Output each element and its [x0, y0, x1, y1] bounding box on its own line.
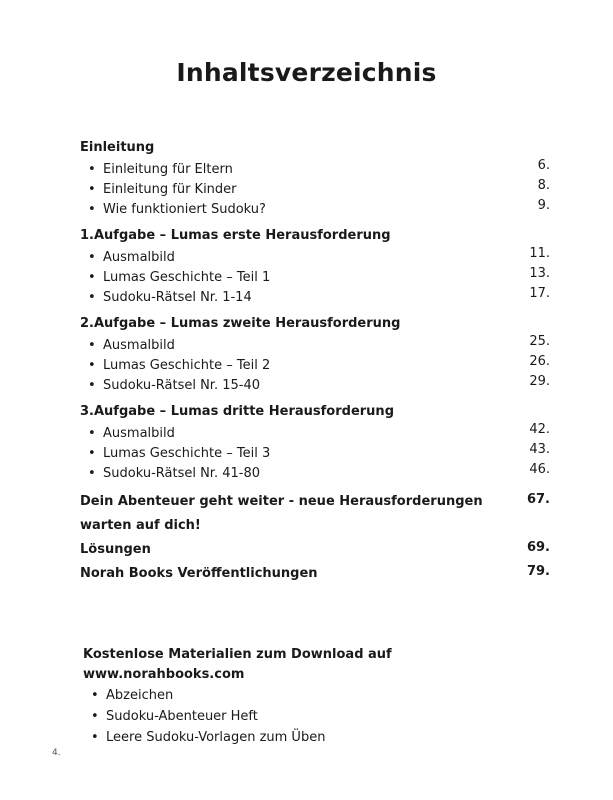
- toc-page-number: 17.: [529, 286, 550, 301]
- toc-page-number: 29.: [529, 374, 550, 389]
- toc-entry: [80, 268, 550, 288]
- toc-heading-label: Lösungen: [80, 542, 151, 557]
- toc-heading: [80, 226, 550, 248]
- toc-heading: [80, 490, 550, 538]
- toc-page-number: 8.: [537, 178, 550, 193]
- toc-entry-label: • Sudoku-Rätsel Nr. 1-14: [80, 288, 252, 308]
- toc-heading: [80, 314, 550, 336]
- toc-entry-label: • Sudoku-Rätsel Nr. 41-80: [80, 464, 260, 484]
- toc-entry: [80, 376, 550, 396]
- toc-heading-label: 1.Aufgabe – Lumas erste Herausforderung: [80, 228, 391, 243]
- page-number: 4.: [52, 748, 61, 758]
- toc-page-number: 43.: [529, 442, 550, 457]
- toc-page-number: 42.: [529, 422, 550, 437]
- page-title: Inhaltsverzeichnis: [176, 58, 437, 87]
- toc-page-number: 69.: [526, 540, 550, 555]
- toc-heading: [80, 538, 550, 562]
- download-item: • Leere Sudoku-Vorlagen zum Üben: [83, 727, 543, 748]
- toc-entry-label: • Ausmalbild: [80, 336, 175, 356]
- toc-entry: [80, 288, 550, 308]
- toc-entry-label: • Lumas Geschichte – Teil 3: [80, 444, 270, 464]
- toc-section: [80, 138, 550, 220]
- downloads-section: [83, 645, 543, 748]
- toc-heading-label: 2.Aufgabe – Lumas zweite Herausforderung: [80, 316, 401, 331]
- download-item: • Abzeichen: [83, 685, 543, 706]
- toc-heading: [80, 138, 550, 160]
- toc-section: [80, 314, 550, 396]
- toc-page-number: 26.: [529, 354, 550, 369]
- toc-entry-label: • Wie funktioniert Sudoku?: [80, 200, 266, 220]
- toc-heading-label: Einleitung: [80, 140, 155, 155]
- toc-heading-label: Norah Books Veröffentlichungen: [80, 566, 318, 581]
- toc-page-number: 46.: [529, 462, 550, 477]
- toc-entry-label: • Ausmalbild: [80, 424, 175, 444]
- toc-entry: [80, 200, 550, 220]
- toc-entry-label: • Einleitung für Eltern: [80, 160, 233, 180]
- toc-entry-label: • Einleitung für Kinder: [80, 180, 237, 200]
- toc-section: [80, 226, 550, 308]
- toc-heading: [80, 402, 550, 424]
- toc-entry-label: • Ausmalbild: [80, 248, 175, 268]
- toc-heading-label: 3.Aufgabe – Lumas dritte Herausforderung: [80, 404, 394, 419]
- toc-page-number: 13.: [529, 266, 550, 281]
- toc-entry-label: • Lumas Geschichte – Teil 1: [80, 268, 270, 288]
- toc-section: [80, 402, 550, 484]
- toc-entry: [80, 464, 550, 484]
- toc-page-number: 11.: [529, 246, 550, 261]
- toc-entry: [80, 336, 550, 356]
- download-item: • Sudoku-Abenteuer Heft: [83, 706, 543, 727]
- toc-heading: [80, 562, 550, 586]
- toc-entry: [80, 180, 550, 200]
- toc-page-number: 67.: [526, 492, 550, 507]
- toc-page-number: 25.: [529, 334, 550, 349]
- toc-entry: [80, 160, 550, 180]
- toc-entry: [80, 248, 550, 268]
- toc-heading-label: Dein Abenteuer geht weiter - neue Herausforderungen warten auf dich!: [80, 494, 483, 533]
- table-of-contents: [80, 138, 550, 586]
- toc-page-number: 9.: [537, 198, 550, 213]
- toc-page-number: 6.: [537, 158, 550, 173]
- toc-entry-label: • Lumas Geschichte – Teil 2: [80, 356, 270, 376]
- toc-entry: [80, 424, 550, 444]
- toc-entry: [80, 444, 550, 464]
- downloads-heading: Kostenlose Materialien zum Download auf www.norahbooks.com: [83, 647, 392, 682]
- toc-entry: [80, 356, 550, 376]
- toc-page-number: 79.: [526, 564, 550, 579]
- toc-entry-label: • Sudoku-Rätsel Nr. 15-40: [80, 376, 260, 396]
